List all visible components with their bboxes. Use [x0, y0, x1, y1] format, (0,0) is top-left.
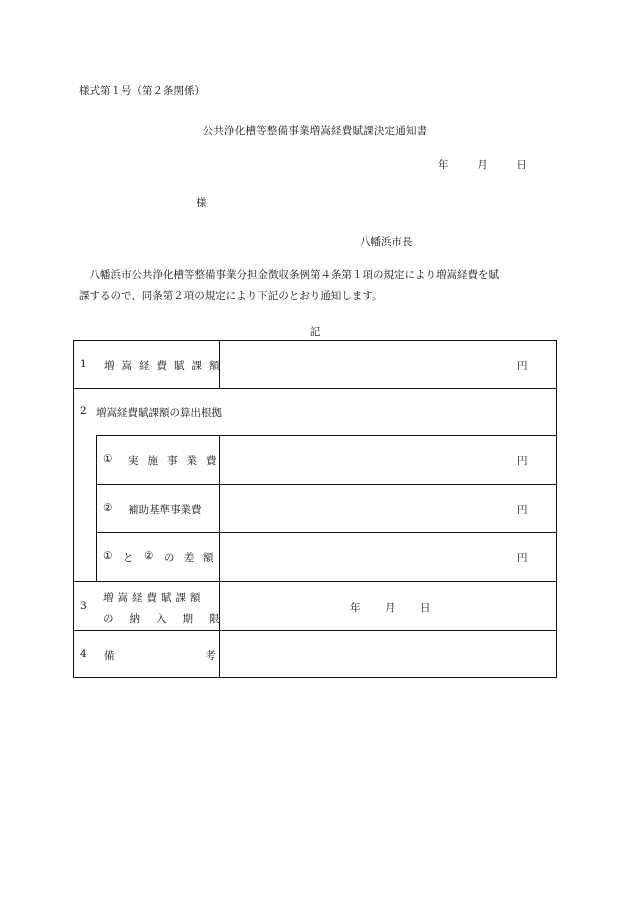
notice-table	[73, 340, 557, 678]
row1-number: 1	[80, 358, 87, 370]
column-divider	[219, 435, 220, 677]
row-divider	[74, 630, 556, 631]
document-title: 公共浄化槽等整備事業増嵩経費賦課決定通知書	[202, 125, 428, 137]
row3-label-line2: の納入期限	[103, 613, 236, 625]
sender: 八幡浜市長	[360, 236, 413, 248]
sub3-mark2: ②	[144, 550, 154, 562]
column-divider	[96, 435, 97, 581]
row3-label-line1: 増嵩経費賦課額	[103, 592, 205, 604]
sub3-mark: ①	[103, 550, 113, 562]
row-divider	[96, 484, 556, 485]
row3-date-month: 月	[385, 602, 396, 614]
sub2-mark: ②	[103, 502, 113, 514]
row3-date-day: 日	[420, 602, 431, 614]
row4-label-right: 考	[205, 650, 216, 662]
sub2-label: 補助基準事業費	[128, 504, 202, 516]
issue-date	[438, 157, 527, 172]
sub3-tail3: 額	[203, 552, 214, 564]
sub3-tail1: の	[164, 552, 175, 564]
sub1-mark: ①	[103, 453, 113, 465]
row-divider	[96, 532, 556, 533]
date-day: 日	[516, 159, 527, 171]
row-divider	[74, 581, 556, 582]
body-line-2: 課するので、同条第２項の規定により下記のとおり通知します。	[79, 290, 383, 302]
row-divider	[96, 435, 556, 436]
row2-number: 2	[80, 405, 87, 417]
row1-label: 増嵩経費賦課額	[104, 360, 227, 372]
body-line-1: 八幡浜市公共浄化槽等整備事業分担金徴収条例第４条第１項の規定により増嵩経費を賦	[89, 269, 499, 281]
row3-number: 3	[80, 600, 87, 612]
sub1-label: 実施事業費	[128, 455, 226, 467]
row-divider	[74, 388, 556, 389]
addressee: 様	[196, 197, 207, 209]
body-text	[79, 265, 559, 307]
sub3-unit: 円	[517, 552, 528, 564]
row2-label: 増嵩経費賦課額の算出根拠	[96, 407, 222, 419]
date-year: 年	[438, 159, 449, 171]
date-month: 月	[477, 159, 488, 171]
sub1-unit: 円	[517, 455, 528, 467]
row4-label-left: 備	[104, 650, 115, 662]
form-number: 様式第１号（第２条関係）	[79, 85, 205, 97]
row1-unit: 円	[517, 360, 528, 372]
sub2-unit: 円	[517, 504, 528, 516]
sub3-tail2: 差	[184, 552, 195, 564]
ki-heading: 記	[309, 326, 321, 338]
sub3-connector: と	[123, 552, 134, 564]
row3-date-year: 年	[350, 602, 361, 614]
row4-number: 4	[80, 648, 87, 660]
